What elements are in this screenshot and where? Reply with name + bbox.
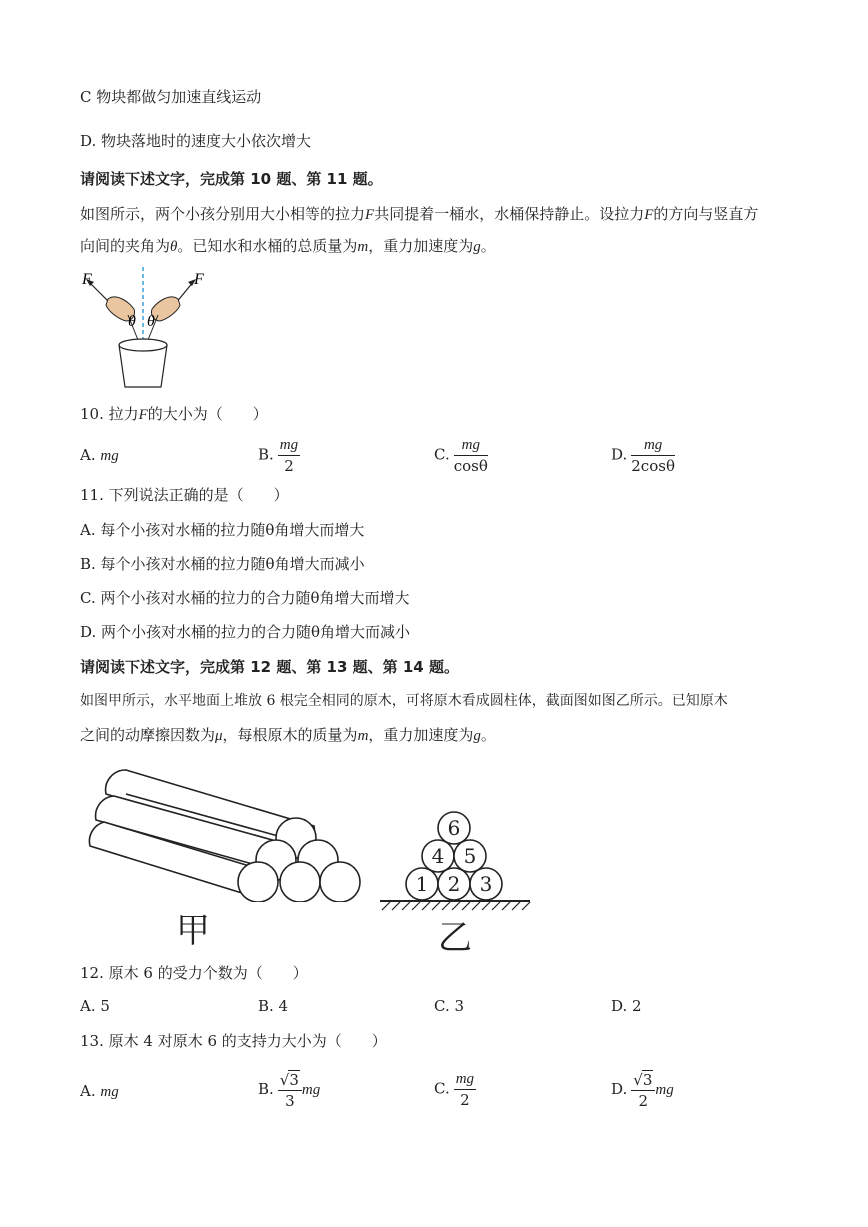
section2-paragraph-line2: 之间的动摩擦因数为μ，每根原木的质量为m，重力加速度为g。: [80, 726, 496, 744]
section2-paragraph-line1: 如图甲所示，水平地面上堆放 6 根完全相同的原木，可将原木看成圆柱体，截面图如图乙所示。已知原木: [80, 693, 728, 709]
q10-option-b: B. $\frac{mg}{2}$: [258, 437, 299, 475]
figure-label-f-left: F: [82, 271, 92, 288]
q13-option-b: B. $\frac{√3}{3}$ mg: [258, 1071, 321, 1110]
log-number-3: 3: [479, 872, 493, 896]
log-number-5: 5: [463, 844, 477, 868]
q12-option-c: C. 3: [434, 997, 465, 1015]
q13-option-a: A. mg: [80, 1082, 119, 1100]
q12-option-a: A. 5: [80, 997, 110, 1015]
q11-option-c: C. 两个小孩对水桶的拉力的合力随θ角增大而增大: [80, 589, 410, 607]
q10-option-a: A. mg: [80, 446, 119, 464]
figure-caption-jia: 甲: [176, 911, 210, 951]
section2-heading: 请阅读下述文字，完成第 12 题、第 13 题、第 14 题。: [80, 658, 459, 676]
section1-paragraph-line1: 如图所示，两个小孩分别用大小相等的拉力F共同提着一桶水，水桶保持静止。设拉力F的方向与竖直方: [80, 205, 759, 223]
q9-option-c: C 物块都做匀加速直线运动: [80, 88, 262, 106]
q11-option-d: D. 两个小孩对水桶的拉力的合力随θ角增大而减小: [80, 623, 411, 641]
q9-option-d: D. 物块落地时的速度大小依次增大: [80, 132, 312, 150]
q12-option-b: B. 4: [258, 997, 289, 1015]
q13-stem: 13. 原木 4 对原木 6 的支持力大小为（ ）: [80, 1032, 387, 1050]
figure-label-f-right: F: [194, 271, 204, 288]
q10-option-c: C. $\frac{mg}{\cos\theta}$: [434, 437, 488, 475]
figure-label-theta-right: θ: [147, 313, 155, 330]
log-number-6: 6: [447, 816, 461, 840]
log-number-1: 1: [415, 872, 429, 896]
q11-option-b: B. 每个小孩对水桶的拉力随θ角增大而减小: [80, 555, 365, 573]
section1-heading: 请阅读下述文字，完成第 10 题、第 11 题。: [80, 170, 383, 188]
q13-option-c: C. $\frac{mg}{2}$: [434, 1071, 475, 1109]
log-number-4: 4: [431, 844, 445, 868]
log-cross-section-figure: [376, 810, 534, 914]
log-number-2: 2: [447, 872, 461, 896]
log-pile-figure: [86, 762, 362, 902]
section1-paragraph-line2: 向间的夹角为θ。已知水和水桶的总质量为m，重力加速度为g。: [80, 237, 496, 255]
bucket-figure: [78, 265, 208, 395]
figure-label-theta-left: θ: [128, 313, 136, 330]
q11-stem: 11. 下列说法正确的是（ ）: [80, 486, 289, 504]
q13-option-d: D. $\frac{√3}{2}$ mg: [611, 1071, 674, 1110]
q11-option-a: A. 每个小孩对水桶的拉力随θ角增大而增大: [80, 521, 365, 539]
q10-stem: 10. 拉力F的大小为（ ）: [80, 405, 268, 423]
figure-caption-yi: 乙: [438, 918, 472, 958]
q12-option-d: D. 2: [611, 997, 642, 1015]
q10-option-d: D. $\frac{mg}{2\cos\theta}$: [611, 437, 675, 475]
q12-stem: 12. 原木 6 的受力个数为（ ）: [80, 964, 308, 982]
